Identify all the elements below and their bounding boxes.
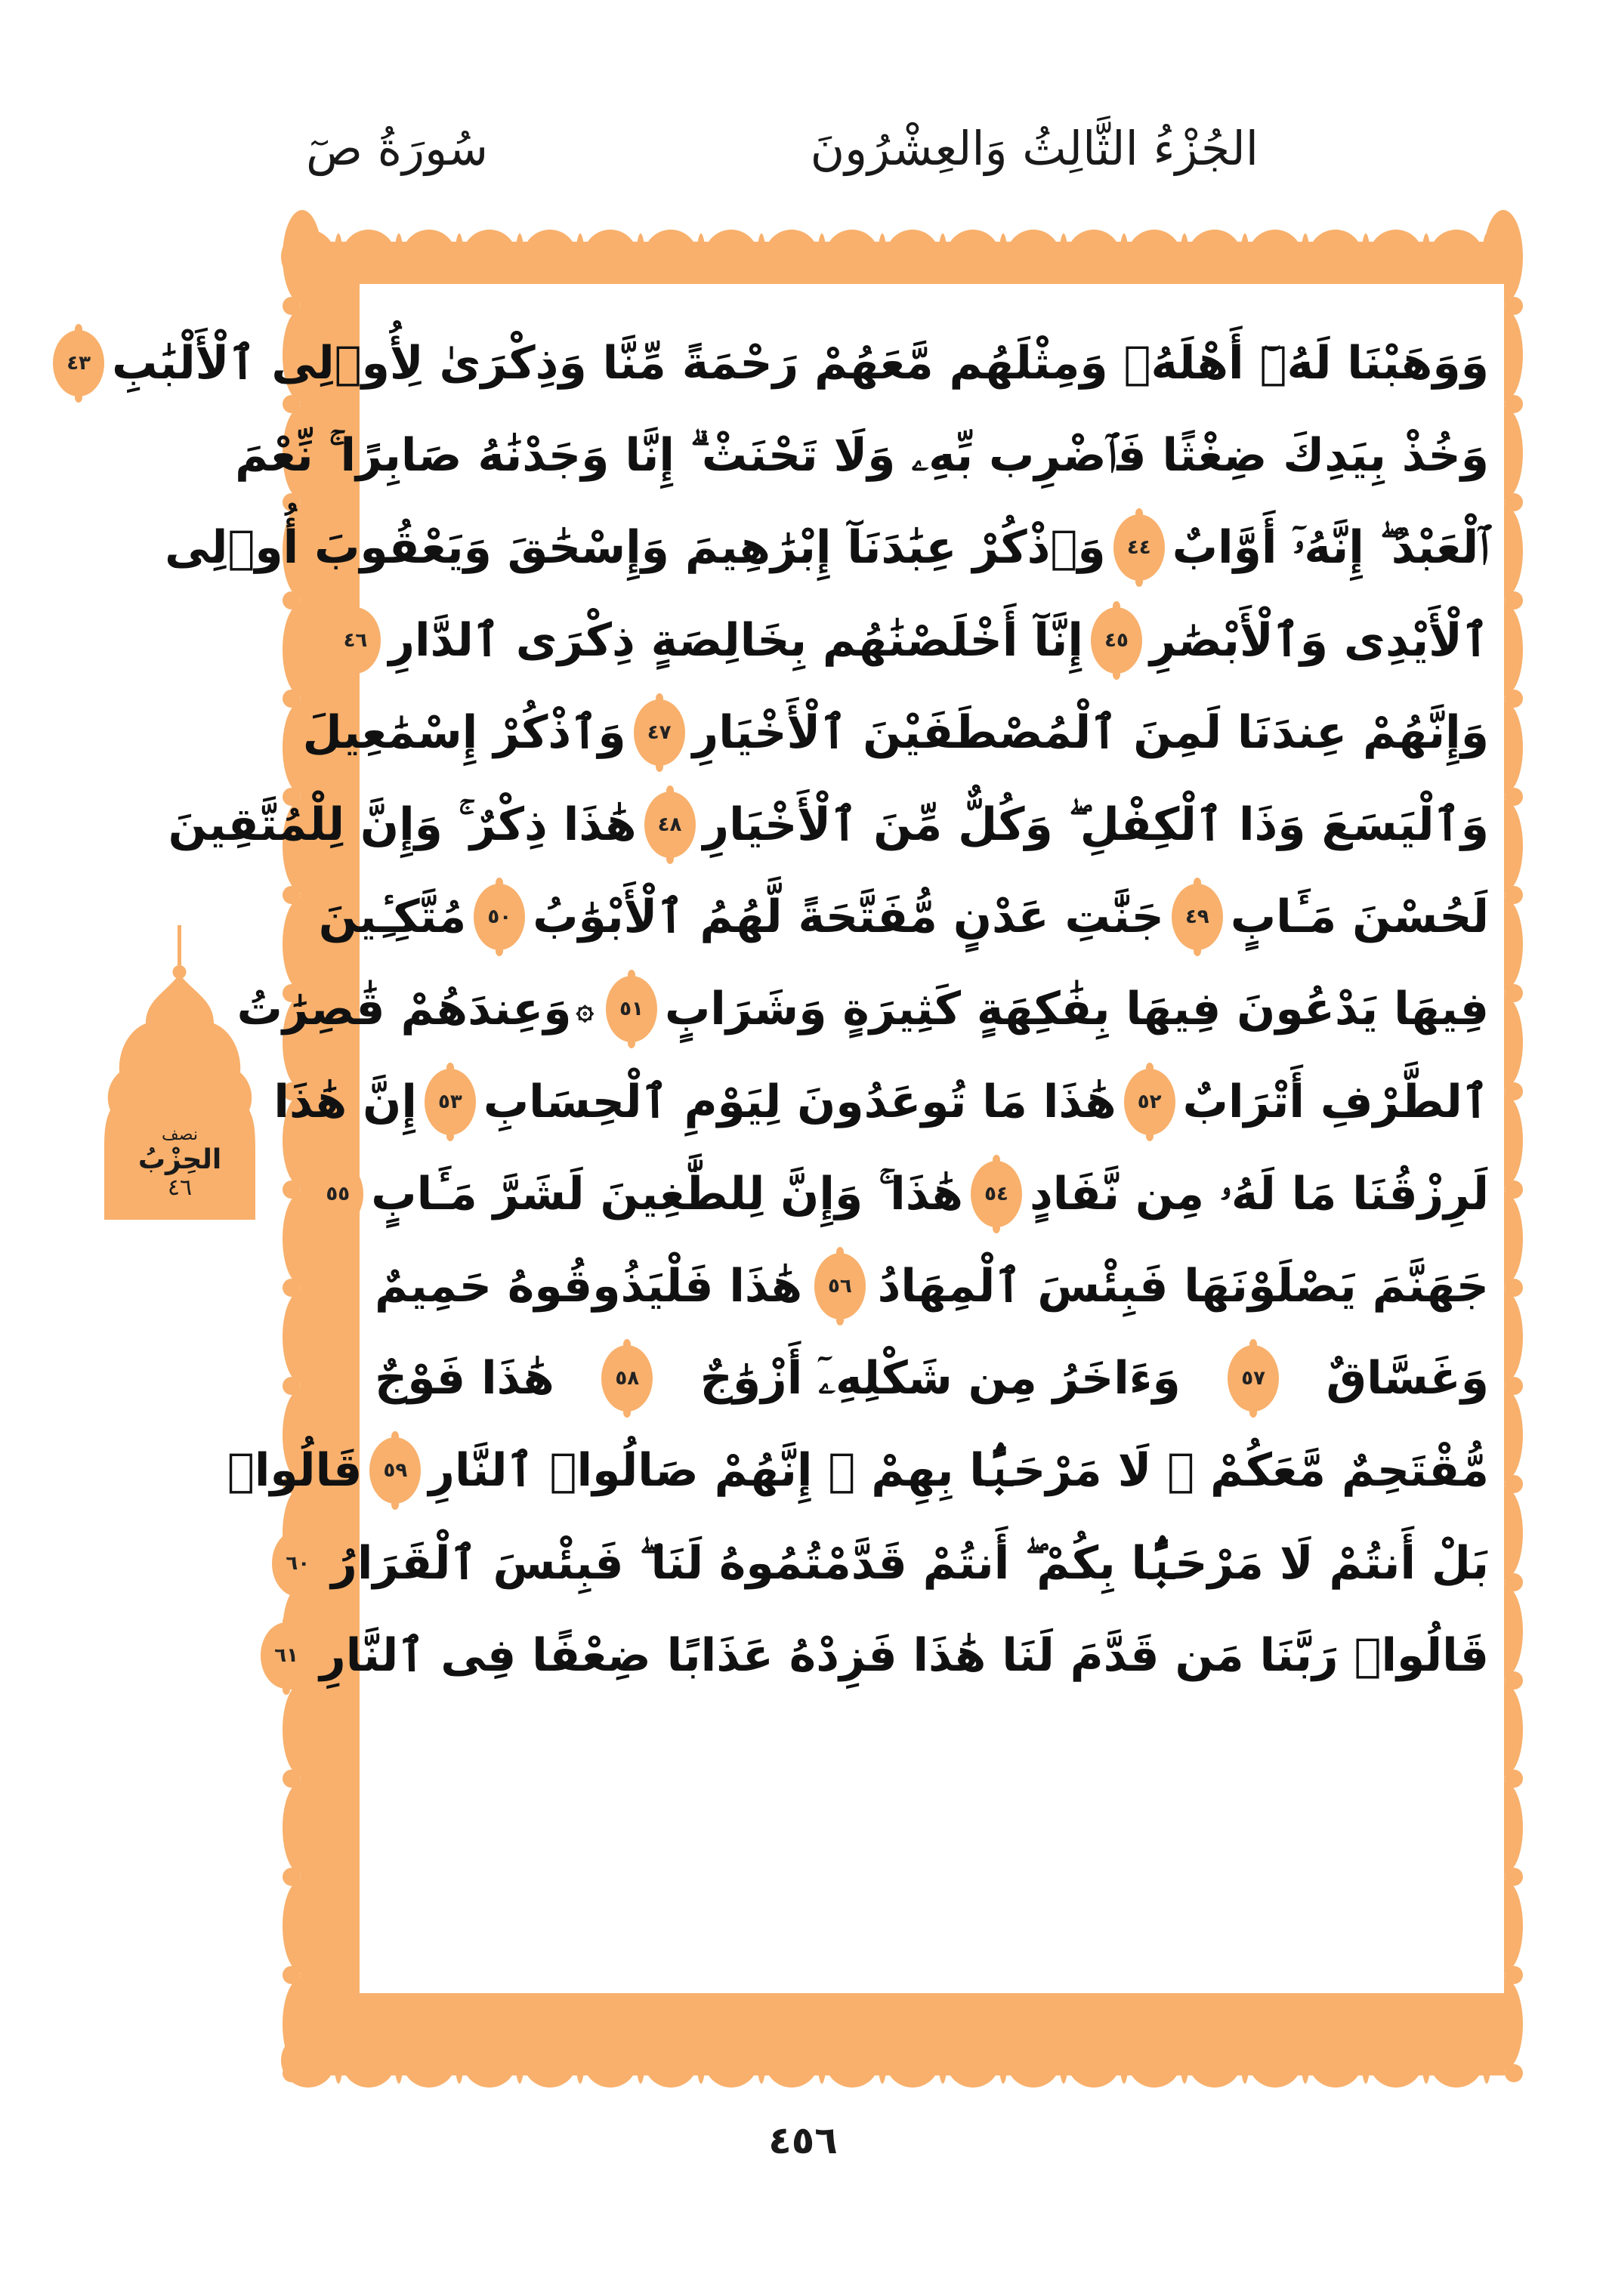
verse-text: وَٱلْيَسَعَ وَذَا ٱلْكِفْلِ ۖ وَكُلٌّ مِّنَ ٱلْأَخْيَارِ <box>703 798 1489 852</box>
frame-ornament <box>283 1977 322 2071</box>
verse-line <box>343 594 1489 687</box>
verse-text: جَهَنَّمَ يَصْلَوْنَهَا فَبِئْسَ ٱلْمِهَادُ <box>877 1259 1489 1313</box>
frame-ornament <box>583 230 638 284</box>
frame-ornament <box>1059 233 1068 249</box>
frame-ornament <box>885 2033 940 2088</box>
ayah-number-marker: ٥٤ <box>971 1161 1022 1227</box>
frame-ornament <box>1505 2064 1523 2082</box>
verse-text: فِيهَا يَدْعُونَ فِيهَا بِفَٰكِهَةٍ كَثِيرَةٍ وَشَرَابٍ <box>665 983 1489 1036</box>
frame-ornament <box>341 2033 396 2088</box>
verse-text: لَحُسْنَ مَـَٔابٍ <box>1230 890 1489 944</box>
frame-ornament <box>1369 2033 1423 2088</box>
verse-text: إِنَّ هَٰذَا <box>273 1075 417 1128</box>
frame-ornament <box>825 2033 879 2088</box>
frame-ornament <box>394 2068 403 2084</box>
ayah-number-marker: ٥٠ <box>474 884 525 950</box>
frame-ornament <box>946 230 1000 284</box>
frame-ornament <box>764 2033 819 2088</box>
frame-ornament <box>394 233 403 249</box>
frame-ornament <box>1248 230 1302 284</box>
frame-ornament <box>334 233 343 249</box>
frame-ornament <box>1301 233 1310 249</box>
frame-ornament <box>1127 2033 1181 2088</box>
hizb-half-label: نصف <box>162 1125 198 1144</box>
verse-line <box>236 963 1489 1055</box>
frame-ornament <box>817 2068 826 2084</box>
verse-text: هَٰذَا ۚ وَإِنَّ لِلطَّٰغِينَ لَشَرَّ مَـَٔابٍ <box>371 1167 963 1221</box>
verse-text: هَٰذَا فَلْيَذُوقُوهُ حَمِيمٌ <box>375 1259 803 1313</box>
hizb-label: الحِزْبُ <box>137 1144 222 1175</box>
frame-ornament <box>1006 230 1061 284</box>
verse-text: هَٰذَا فَوْجٌ <box>375 1352 554 1406</box>
frame-ornament <box>825 230 879 284</box>
ayah-number-marker: ٤٩ <box>1172 884 1223 950</box>
frame-ornament <box>644 230 698 284</box>
frame-ornament <box>946 2033 1000 2088</box>
frame-ornament <box>462 2033 517 2088</box>
juz-title: الجُزْءُ الثَّالِثُ وَالعِشْرُونَ <box>810 121 1259 176</box>
verse-line <box>375 1240 1489 1332</box>
verse-text: ٱلْعَبْدُ ۖ إِنَّهُۥٓ أَوَّابٌ <box>1172 521 1489 575</box>
frame-ornament <box>1301 2068 1310 2084</box>
frame-ornament <box>455 233 464 249</box>
frame-ornament <box>1482 2068 1491 2084</box>
frame-ornament <box>283 210 322 304</box>
frame-ornament <box>636 233 645 249</box>
frame-ornament <box>402 230 456 284</box>
frame-ornament <box>283 603 322 696</box>
frame-ornament <box>1369 230 1423 284</box>
verse-line <box>168 779 1489 871</box>
surah-title: سُورَةُ صٓ <box>306 121 489 176</box>
frame-ornament <box>757 2068 766 2084</box>
frame-ornament <box>1308 230 1363 284</box>
frame-ornament <box>283 1683 322 1776</box>
verse-text: وَإِنَّهُمْ عِندَنَا لَمِنَ ٱلْمُصْطَفَيْنَ ٱلْأَخْيَارِ <box>692 705 1489 759</box>
frame-ornament <box>515 233 524 249</box>
ayah-number-marker: ٤٥ <box>1091 607 1142 674</box>
verse-line <box>302 687 1489 779</box>
ayah-number-marker: ٥١ <box>606 976 657 1042</box>
verse-text: وَوَهَبْنَا لَهُۥٓ أَهْلَهُۥ وَمِثْلَهُم مَّعَهُمْ رَحْمَةً مِّنَّا وَذِكْرَىٰ لِأُو۟لِى ٱلْأَلْبَٰبِ <box>112 337 1489 390</box>
ayah-number-marker: ٥٧ <box>1228 1345 1279 1412</box>
frame-ornament <box>1422 2068 1431 2084</box>
frame-ornament <box>878 2068 887 2084</box>
frame-ornament <box>283 897 322 991</box>
frame-ornament <box>1240 2068 1249 2084</box>
verse-line <box>375 1332 1489 1424</box>
verse-text: هَٰذَا ذِكْرٌ ۚ وَإِنَّ لِلْمُتَّقِينَ <box>168 798 637 852</box>
frame-ornament <box>1308 2033 1363 2088</box>
hizb-marker <box>104 1125 255 1201</box>
verse-text: إِنَّآ أَخْلَصْنَٰهُم بِخَالِصَةٍ ذِكْرَى ٱلدَّارِ <box>388 613 1083 667</box>
verse-text: وَٱذْكُرْ عِبَٰدَنَآ إِبْرَٰهِيمَ وَإِسْحَٰقَ وَيَعْقُوبَ أُو۟لِى <box>165 521 1106 575</box>
frame-ornament <box>999 2068 1008 2084</box>
ayah-number-marker: ٤٣ <box>53 330 104 397</box>
verse-line <box>66 317 1489 409</box>
ayah-number-marker: ٥٢ <box>1124 1069 1175 1135</box>
frame-ornament <box>1188 230 1242 284</box>
ayah-number-marker: ٥٨ <box>601 1345 653 1412</box>
frame-ornament <box>1006 2033 1061 2088</box>
verse-text: لَرِزْقُنَا مَا لَهُۥ مِن نَّفَادٍ <box>1029 1167 1489 1221</box>
ayah-number-marker: ٦٠ <box>272 1530 323 1597</box>
frame-ornament <box>515 2068 524 2084</box>
frame-ornament <box>283 1290 322 1384</box>
frame-ornament <box>341 230 396 284</box>
frame-ornament <box>764 230 819 284</box>
frame-ornament <box>455 2068 464 2084</box>
verse-line <box>235 409 1489 501</box>
ayah-number-marker: ٥٩ <box>369 1437 421 1504</box>
frame-ornament <box>576 233 585 249</box>
frame-ornament <box>462 230 517 284</box>
frame-ornament <box>1422 233 1431 249</box>
verse-text: قَالُوا۟ <box>227 1444 363 1498</box>
verse-text: بَلْ أَنتُمْ لَا مَرْحَبًۢا بِكُمْ ۖ أَنتُمْ قَدَّمْتُمُوهُ لَنَا ۖ فَبِئْسَ ٱلْقَرَارُ <box>331 1536 1489 1590</box>
page-number: ٤٥٦ <box>768 2119 838 2162</box>
ayah-number-marker: ٥٦ <box>814 1253 866 1319</box>
frame-ornament <box>696 2068 706 2084</box>
frame-ornament <box>999 233 1008 249</box>
frame-ornament <box>757 233 766 249</box>
ayah-number-marker: ٤٤ <box>1113 514 1165 581</box>
verse-text: جَنَّٰتِ عَدْنٍ مُّفَتَّحَةً لَّهُمُ ٱلْأَبْوَٰبُ <box>533 890 1164 944</box>
ayah-number-marker: ٤٨ <box>644 792 696 858</box>
verse-line <box>273 1056 1489 1148</box>
verse-line <box>326 1148 1489 1240</box>
frame-ornament <box>704 230 758 284</box>
frame-ornament <box>283 2064 301 2082</box>
frame-ornament <box>1120 2068 1129 2084</box>
frame-ornament <box>704 2033 758 2088</box>
frame-ornament <box>885 230 940 284</box>
frame-ornament <box>1429 2033 1484 2088</box>
frame-ornament <box>938 2068 947 2084</box>
frame-ornament <box>523 230 577 284</box>
verse-line <box>318 871 1489 963</box>
verse-text: وَءَاخَرُ مِن شَكْلِهِۦٓ أَزْوَٰجٌ <box>700 1352 1181 1406</box>
frame-ornament <box>636 2068 645 2084</box>
frame-ornament <box>334 2068 343 2084</box>
frame-ornament <box>1248 2033 1302 2088</box>
frame-ornament <box>523 2033 577 2088</box>
frame-ornament <box>1067 230 1121 284</box>
frame-ornament <box>817 233 826 249</box>
frame-ornament <box>583 2033 638 2088</box>
hizb-number: ٤٦ <box>167 1174 193 1201</box>
frame-ornament <box>1120 233 1129 249</box>
verse-line <box>274 1609 1489 1702</box>
frame-ornament <box>1240 233 1249 249</box>
frame-ornament <box>1180 2068 1189 2084</box>
frame-ornament <box>938 233 947 249</box>
frame-ornament <box>1361 233 1370 249</box>
verse-text: هَٰذَا مَا تُوعَدُونَ لِيَوْمِ ٱلْحِسَابِ <box>483 1075 1116 1128</box>
ayah-number-marker: ٥٥ <box>312 1161 363 1227</box>
frame-ornament <box>1059 2068 1068 2084</box>
frame-ornament <box>1188 2033 1242 2088</box>
ayah-number-marker: ٤٧ <box>634 699 685 766</box>
frame-ornament <box>283 1781 322 1875</box>
frame-ornament <box>576 2068 585 2084</box>
frame-ornament <box>878 233 887 249</box>
frame-ornament <box>1127 230 1181 284</box>
frame-ornament <box>402 2033 456 2088</box>
frame-ornament <box>1180 233 1189 249</box>
frame-ornament <box>644 2033 698 2088</box>
frame-ornament <box>1429 230 1484 284</box>
verse-text: مُّقْتَحِمٌ مَّعَكُمْ ۖ لَا مَرْحَبًۢا بِهِمْ ۚ إِنَّهُمْ صَالُوا۟ ٱلنَّارِ <box>428 1444 1489 1498</box>
verse-text: وَعِندَهُمْ قَٰصِرَٰتُ <box>236 983 572 1036</box>
verse-text: قَالُوا۟ رَبَّنَا مَن قَدَّمَ لَنَا هَٰذَا فَزِدْهُ عَذَابًا ضِعْفًا فِى ٱلنَّارِ <box>320 1628 1489 1682</box>
ayah-number-marker: ٥٣ <box>425 1069 476 1135</box>
verse-line <box>286 1517 1489 1609</box>
verse-text: وَخُذْ بِيَدِكَ ضِغْثًا فَٱضْرِب بِّهِۦ وَلَا تَحْنَثْ ۗ إِنَّا وَجَدْنَٰهُ صَابِرًا ۚ نِّعْمَ <box>235 429 1489 483</box>
ayah-number-marker: ٤٦ <box>329 607 381 674</box>
verse-text: مُتَّكِـِٔينَ <box>318 890 467 944</box>
frame-ornament <box>696 233 706 249</box>
verse-line <box>165 501 1489 594</box>
frame-ornament <box>1067 2033 1121 2088</box>
verse-text: وَٱذْكُرْ إِسْمَٰعِيلَ <box>302 705 626 759</box>
frame-ornament <box>1361 2068 1370 2084</box>
verse-text: وَغَسَّاقٌ <box>1326 1352 1489 1406</box>
frame-ornament <box>283 1879 322 1973</box>
verse-text: ٱلْأَيْدِى وَٱلْأَبْصَٰرِ <box>1149 613 1489 667</box>
rub-el-hizb-icon: ۞ <box>576 992 594 1027</box>
ayah-number-marker: ٦١ <box>261 1622 312 1689</box>
verse-line <box>227 1424 1489 1517</box>
verse-text: ٱلطَّرْفِ أَتْرَابٌ <box>1182 1075 1489 1128</box>
